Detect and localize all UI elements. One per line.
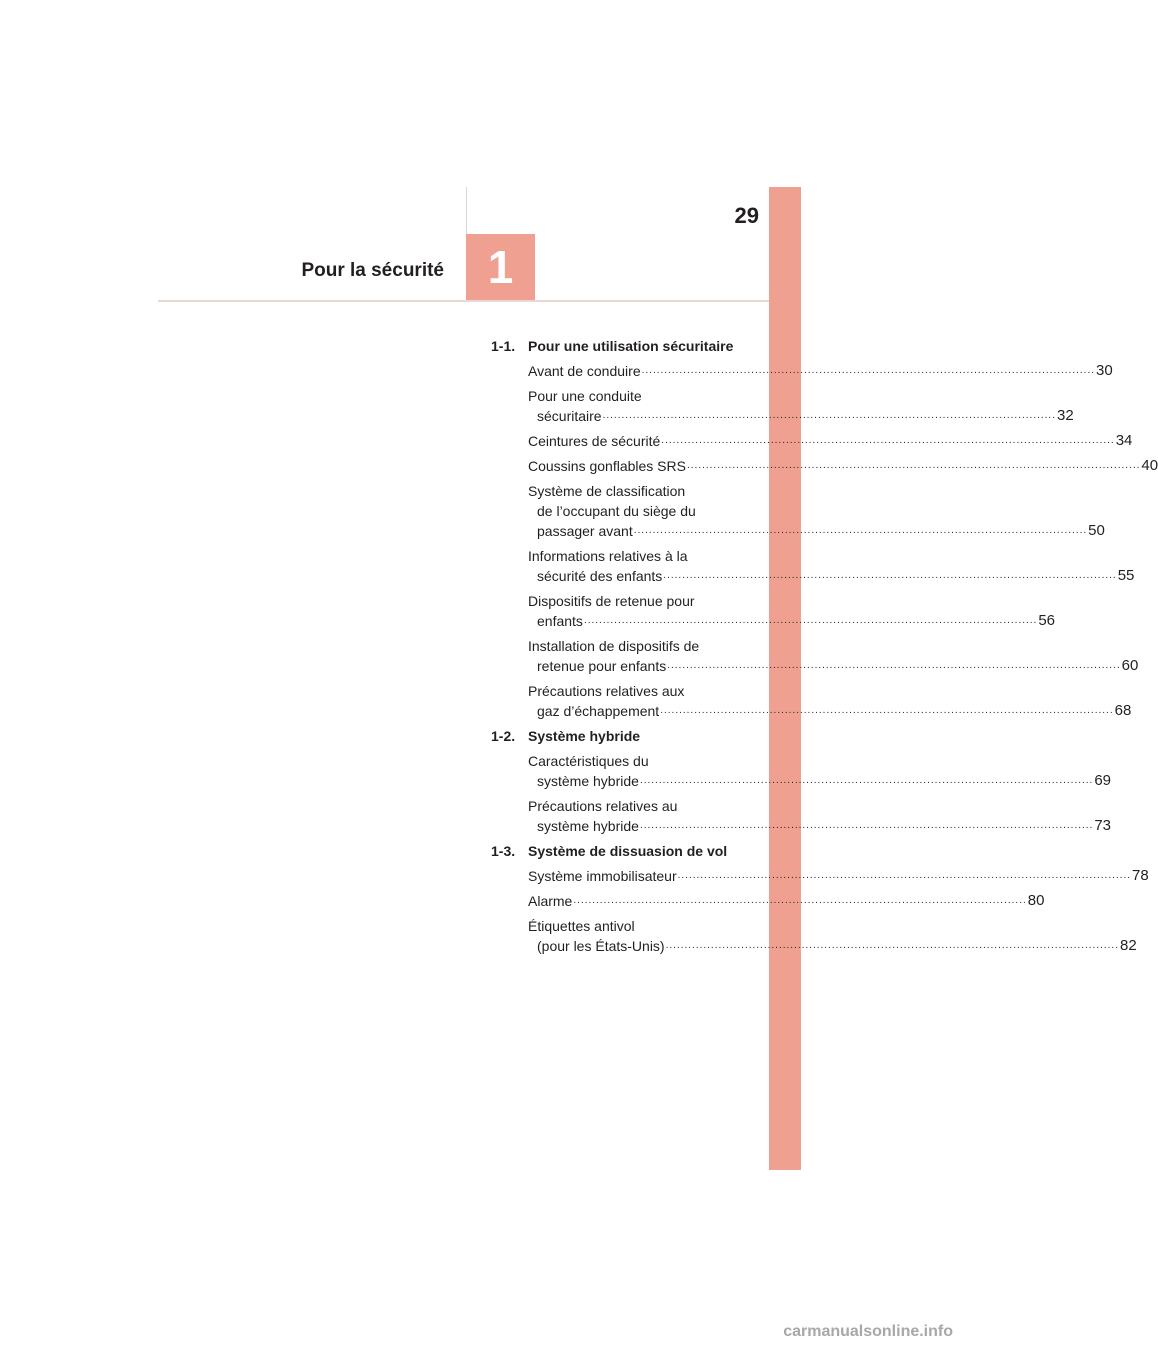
toc-entry-line	[528, 771, 1112, 791]
toc-entry-text: système hybride	[537, 773, 639, 789]
toc-entry-text: sécuritaire	[537, 408, 602, 424]
chapter-title: Pour la sécurité	[301, 260, 444, 281]
toc-section-heading	[491, 336, 739, 356]
toc-page-number: 56	[1038, 612, 1056, 629]
toc-entry-line: Dispositifs de retenue pour	[528, 593, 695, 609]
toc-leader-dots: ........................................................................................................................	[633, 525, 1088, 536]
toc-page-number: 68	[1114, 702, 1132, 719]
toc-page-number: 40	[1141, 457, 1158, 474]
toc-entry-line	[528, 891, 1045, 911]
toc-page-number: 32	[1057, 407, 1074, 424]
chapter-number: 1	[487, 241, 514, 293]
toc-leader-dots: ........................................................................................................................	[677, 870, 1132, 881]
toc-leader-dots: ........................................................................................................................	[667, 660, 1121, 671]
header-rule	[158, 300, 769, 302]
toc-page-number: 55	[1117, 567, 1135, 584]
toc-page-number: 69	[1094, 772, 1112, 789]
toc-entry[interactable]	[528, 751, 1112, 791]
toc-entry-text: sécurité des enfants	[537, 568, 663, 584]
toc-entry[interactable]	[528, 456, 1158, 476]
toc-entry-line	[528, 406, 1074, 426]
toc-page-number: 50	[1088, 522, 1105, 539]
toc-entry[interactable]	[528, 866, 1149, 886]
header-divider	[466, 187, 467, 234]
toc-entry[interactable]	[528, 431, 1133, 451]
toc-entry[interactable]	[528, 916, 1137, 956]
toc-entry-line: Installation de dispositifs de	[528, 638, 700, 654]
toc-entry-text: (pour les États-Unis)	[537, 938, 665, 954]
toc-leader-dots: ........................................................................................................................	[663, 570, 1117, 581]
toc-entry-line	[528, 361, 1113, 381]
toc-section-heading	[491, 841, 739, 861]
toc-section-number: 1-3.	[491, 843, 516, 859]
toc-entry-line	[528, 816, 1112, 836]
toc-entry-line: Caractéristiques du	[528, 753, 649, 769]
toc-entry-text: gaz d’échappement	[537, 703, 660, 719]
toc-entry-line	[528, 656, 1139, 676]
toc-entry-line	[528, 611, 1056, 631]
toc-page-number: 34	[1115, 432, 1133, 449]
toc-entry[interactable]	[528, 546, 1135, 586]
toc-entry-line: Précautions relatives aux	[528, 683, 685, 699]
toc-entry[interactable]	[528, 361, 1113, 381]
toc-page-number: 60	[1121, 657, 1139, 674]
toc-entry-line	[528, 701, 1132, 721]
toc-entry-text: Ceintures de sécurité	[528, 433, 661, 449]
toc-entry-text: système hybride	[537, 818, 639, 834]
toc-entry-text: Coussins gonflables SRS	[528, 458, 686, 474]
toc-page-number: 82	[1120, 937, 1137, 954]
toc-entry-text: retenue pour enfants	[537, 658, 667, 674]
toc-leader-dots: ........................................................................................................................	[583, 615, 1038, 626]
chapter-side-tab	[769, 187, 801, 1170]
toc-section-number: 1-1.	[491, 338, 516, 354]
toc-section-number: 1-2.	[491, 728, 516, 744]
toc-entry-line: de l’occupant du siège du	[537, 503, 696, 519]
toc-entry-line: Précautions relatives au	[528, 798, 678, 814]
toc-section-heading	[491, 726, 739, 746]
toc-leader-dots: ........................................................................................................................	[686, 460, 1141, 471]
toc-leader-dots: ........................................................................................................................	[660, 705, 1114, 716]
toc-page-number: 80	[1027, 892, 1045, 909]
toc-entry-text: Avant de conduire	[528, 363, 641, 379]
toc-section-title: Pour une utilisation sécuritaire	[528, 338, 734, 354]
toc-entry-text: Alarme	[528, 893, 573, 909]
toc-entry[interactable]	[528, 591, 1056, 631]
toc-page-number: 78	[1132, 867, 1149, 884]
toc-page-number: 30	[1096, 362, 1113, 379]
toc-entry[interactable]	[528, 796, 1112, 836]
toc-leader-dots: ........................................................................................................................	[641, 365, 1096, 376]
toc-section-title: Système de dissuasion de vol	[528, 843, 728, 859]
toc-entry-line: Informations relatives à la	[528, 548, 688, 564]
toc-leader-dots: ........................................................................................................................	[661, 435, 1115, 446]
toc-section-title: Système hybride	[528, 728, 641, 744]
toc-entry-text: passager avant	[537, 523, 633, 539]
toc-entry-line	[528, 866, 1149, 886]
watermark: carmanualsonline.info	[783, 1323, 953, 1340]
toc-entry-line: Pour une conduite	[528, 388, 642, 404]
toc-leader-dots: ........................................................................................................................	[573, 895, 1027, 906]
toc-entry[interactable]	[528, 636, 1139, 676]
toc-leader-dots: ........................................................................................................................	[639, 820, 1094, 831]
toc-entry-line	[528, 431, 1133, 451]
toc-entry[interactable]	[528, 891, 1045, 911]
toc-page-number: 73	[1094, 817, 1112, 834]
toc-leader-dots: ........................................................................................................................	[665, 940, 1119, 951]
toc-entry-line: Étiquettes antivol	[528, 918, 635, 934]
toc-entry-line	[528, 521, 1105, 541]
page-number: 29	[734, 203, 759, 228]
toc-entry[interactable]	[528, 386, 1074, 426]
toc-entry[interactable]	[528, 681, 1132, 721]
toc-entry-line	[528, 566, 1135, 586]
toc-leader-dots: ........................................................................................................................	[602, 410, 1056, 421]
toc-entry-text: enfants	[537, 613, 583, 629]
toc-leader-dots: ........................................................................................................................	[639, 775, 1094, 786]
table-of-contents	[491, 336, 1158, 961]
toc-entry-text: Système immobilisateur	[528, 868, 677, 884]
toc-entry[interactable]	[528, 481, 1105, 541]
toc-entry-line	[528, 456, 1158, 476]
toc-entry-line	[528, 936, 1137, 956]
chapter-number-box	[466, 234, 535, 300]
toc-entry-line: Système de classification	[528, 483, 686, 499]
